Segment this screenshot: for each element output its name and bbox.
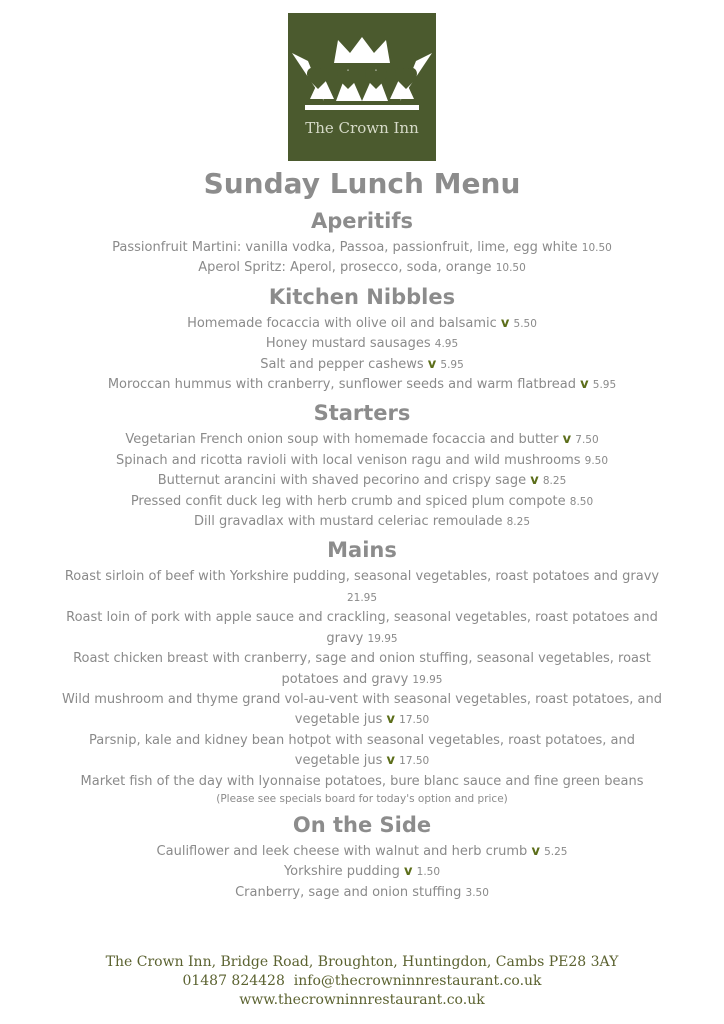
vegetarian-marker: v xyxy=(386,753,396,769)
menu-item xyxy=(60,258,664,278)
menu-item-price: 5.25 xyxy=(544,845,568,858)
menu-item xyxy=(60,451,664,471)
footer xyxy=(0,953,724,1010)
menu-sections xyxy=(60,207,664,903)
menu-item-name: Butternut arancini with shaved pecorino and crispy sage xyxy=(157,473,527,489)
menu-item-name: Yorkshire pudding xyxy=(283,864,400,880)
vegetarian-marker: v xyxy=(530,473,539,489)
footer-address: The Crown Inn, Bridge Road, Broughton, Huntingdon, Cambs PE28 3AY xyxy=(105,954,619,970)
menu-item-name: Cauliflower and leek cheese with walnut and herb crumb xyxy=(156,843,528,859)
menu-item xyxy=(60,842,664,862)
menu-item-price: 5.95 xyxy=(592,379,617,392)
vegetarian-marker: v xyxy=(562,432,572,448)
menu-item-name: Dill gravadlax with mustard celeriac remoulade xyxy=(193,514,503,530)
footer-website[interactable]: www.thecrowninnrestaurant.co.uk xyxy=(239,992,485,1008)
vegetarian-marker: v xyxy=(404,864,413,880)
footer-contact xyxy=(0,972,724,991)
vegetarian-marker: v xyxy=(386,712,396,728)
menu-item-name: Roast loin of pork with apple sauce and crackling, seasonal vegetables, roast potatoes and gravy xyxy=(66,610,658,646)
menu-item-price: 1.50 xyxy=(416,866,441,879)
menu-title: Sunday Lunch Menu xyxy=(203,167,521,200)
menu-item xyxy=(60,512,664,532)
vegetarian-marker: v xyxy=(500,315,510,331)
menu-item-price: 17.50 xyxy=(399,755,430,768)
menu xyxy=(60,165,664,903)
section-title: Mains xyxy=(327,538,397,563)
menu-item xyxy=(60,608,664,649)
menu-item xyxy=(60,862,664,882)
menu-item-name: Honey mustard sausages xyxy=(265,336,431,352)
crown-icon xyxy=(288,13,436,161)
menu-item-name: Homemade focaccia with olive oil and balsamic xyxy=(187,315,497,331)
menu-item xyxy=(60,314,664,334)
menu-item-price: 8.25 xyxy=(542,475,567,488)
menu-item-name: Market fish of the day with lyonnaise potatoes, bure blanc sauce and fine green beans xyxy=(80,773,644,789)
crown-inn-logo xyxy=(288,13,436,161)
menu-item-price: 8.25 xyxy=(506,516,531,529)
menu-item xyxy=(60,471,664,491)
section-title: Kitchen Nibbles xyxy=(268,284,456,309)
menu-item-price: 7.50 xyxy=(575,434,599,447)
menu-item-name: Cranberry, sage and onion stuffing xyxy=(235,884,462,900)
menu-item-price: 3.50 xyxy=(465,886,489,899)
menu-item-price: 19.95 xyxy=(412,673,443,686)
menu-item xyxy=(60,883,664,903)
menu-item-price: 19.95 xyxy=(367,632,398,645)
vegetarian-marker: v xyxy=(427,356,437,372)
menu-item-name: Aperol Spritz: Aperol, prosecco, soda, orange xyxy=(198,260,492,276)
vegetarian-marker: v xyxy=(580,377,589,393)
menu-item xyxy=(60,334,664,354)
menu-item-price: 5.50 xyxy=(513,317,537,330)
menu-item-price: 8.50 xyxy=(569,495,594,508)
menu-item-name: Passionfruit Martini: vanilla vodka, Passoa, passionfruit, lime, egg white xyxy=(112,240,578,255)
menu-item xyxy=(60,567,664,608)
menu-item xyxy=(60,375,664,395)
vegetarian-marker: v xyxy=(531,843,540,859)
menu-item-name: Spinach and ricotta ravioli with local venison ragu and wild mushrooms xyxy=(115,452,581,468)
menu-item-name: Salt and pepper cashews xyxy=(260,356,424,372)
menu-item xyxy=(60,430,664,450)
menu-item xyxy=(60,492,664,512)
menu-item xyxy=(60,238,664,258)
menu-item-price: 10.50 xyxy=(581,242,612,254)
menu-item-price: 9.50 xyxy=(584,454,609,467)
menu-item xyxy=(60,355,664,375)
menu-item-name: Roast chicken breast with cranberry, sage and onion stuffing, seasonal vegetables, roast potatoes and gravy xyxy=(73,651,651,687)
menu-item-price: 5.95 xyxy=(440,358,464,371)
menu-item xyxy=(60,731,664,772)
menu-item-price: 17.50 xyxy=(399,714,430,727)
menu-item-name: Wild mushroom and thyme grand vol-au-vent with seasonal vegetables, roast potatoes, and vegetable jus xyxy=(62,691,662,728)
menu-item-price: 4.95 xyxy=(434,338,459,351)
menu-item-name: Parsnip, kale and kidney bean hotpot with seasonal vegetables, roast potatoes, and vegetable jus xyxy=(89,732,635,769)
footer-email[interactable]: info@thecrowninnrestaurant.co.uk xyxy=(293,973,542,989)
section-title: Starters xyxy=(313,401,411,426)
section-note: (Please see specials board for today's option and price) xyxy=(216,792,508,805)
section-title: Aperitifs xyxy=(311,209,413,233)
menu-item xyxy=(60,690,664,731)
section-title: On the Side xyxy=(292,812,432,837)
menu-item-name: Moroccan hummus with cranberry, sunflower seeds and warm flatbread xyxy=(107,377,576,393)
menu-item-name: Vegetarian French onion soup with homemade focaccia and butter xyxy=(125,432,559,448)
menu-item xyxy=(60,772,664,792)
footer-phone: 01487 824428 xyxy=(182,973,285,989)
menu-item-name: Roast sirloin of beef with Yorkshire pudding, seasonal vegetables, roast potatoes and gravy xyxy=(64,569,660,585)
menu-item-price: 10.50 xyxy=(495,262,526,275)
menu-item-price: 21.95 xyxy=(346,591,378,604)
logo-text: The Crown Inn xyxy=(305,119,419,137)
menu-item-name: Pressed confit duck leg with herb crumb and spiced plum compote xyxy=(130,493,566,509)
menu-item xyxy=(60,649,664,690)
